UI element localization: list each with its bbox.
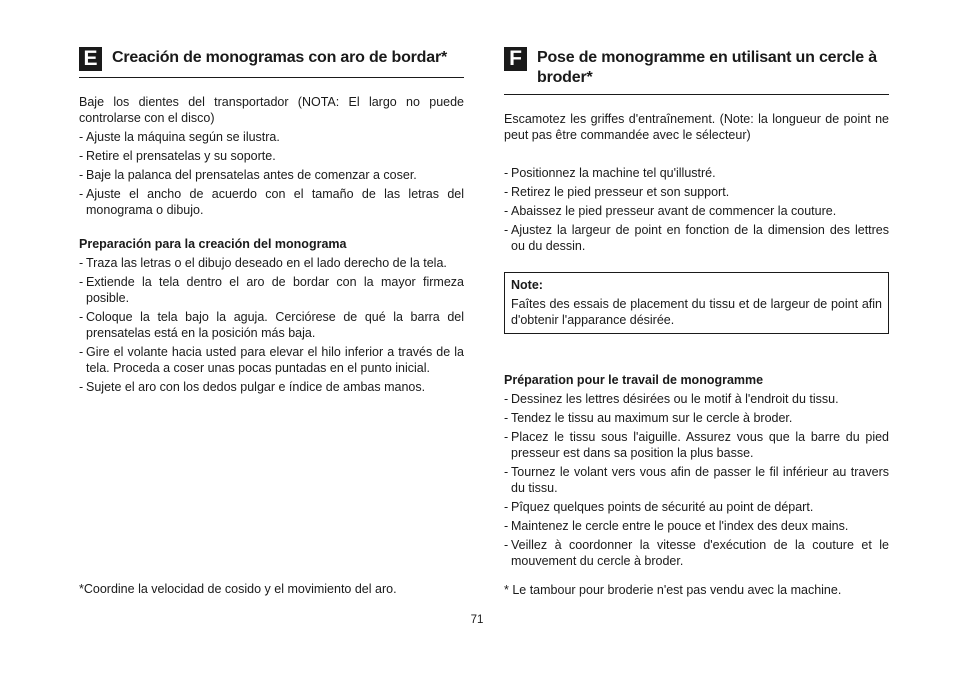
french-column: [504, 44, 889, 569]
list-item: - Pîquez quelques points de sécurité au point de départ.: [504, 499, 889, 515]
list-item: - Tendez le tissu au maximum sur le cercle à broder.: [504, 410, 889, 426]
list-item: - Tournez le volant vers vous afin de passer le fil inférieur au travers du tissu.: [504, 464, 889, 496]
list-item: - Coloque la tela bajo la aguja. Cerciórese de qué la barra del prensatelas está en la posición más baja.: [79, 309, 464, 341]
steps-list-es: [79, 129, 464, 218]
list-item: - Veillez à coordonner la vitesse d'exécution de la couture et le mouvement du cercle à broder.: [504, 537, 889, 569]
list-item: - Maintenez le cercle entre le pouce et l'index des deux mains.: [504, 518, 889, 534]
prep-heading-es: Preparación para la creación del monograma: [79, 237, 347, 251]
list-item: - Positionnez la machine tel qu'illustré.: [504, 165, 889, 181]
section-title-es: Creación de monogramas con aro de bordar*: [112, 49, 447, 66]
list-item: - Sujete el aro con los dedos pulgar e índice de ambas manos.: [79, 379, 464, 395]
steps-list-fr: [504, 165, 889, 254]
list-item: - Abaissez le pied presseur avant de commencer la couture.: [504, 203, 889, 219]
footnote-es: *Coordine la velocidad de cosido y el movimiento del aro.: [79, 582, 397, 596]
list-item: - Ajustez la largeur de point en fonction de la dimension des lettres ou du dessin.: [504, 222, 889, 254]
prep-list-fr: [504, 391, 889, 569]
note-box-fr: [504, 272, 889, 334]
language-badge-f: F: [504, 47, 527, 71]
list-item: - Ajuste el ancho de acuerdo con el tamaño de las letras del monograma o dibujo.: [79, 186, 464, 218]
prep-list-es: [79, 255, 464, 395]
list-item: - Gire el volante hacia usted para elevar el hilo inferior a través de la tela. Proceda a coser unas pocas puntadas en el punto inicial.: [79, 344, 464, 376]
spanish-column: [79, 44, 464, 395]
list-item: - Dessinez les lettres désirées ou le motif à l'endroit du tissu.: [504, 391, 889, 407]
note-title: Note:: [511, 278, 543, 292]
list-item: - Baje la palanca del prensatelas antes de comenzar a coser.: [79, 167, 464, 183]
list-item: - Placez le tissu sous l'aiguille. Assurez vous que la barre du pied presseur est dans sa position la plus basse.: [504, 429, 889, 461]
list-item: - Ajuste la máquina según se ilustra.: [79, 129, 464, 145]
section-title-fr: Pose de monogramme en utilisant un cercle à broder*: [537, 49, 877, 86]
prep-heading-fr: Préparation pour le travail de monogramme: [504, 373, 764, 387]
intro-fr: Escamotez les griffes d'entraînement. (Note: la longueur de point ne peut pas être commandée avec le sélecteur): [504, 112, 889, 142]
language-badge-e: E: [79, 47, 102, 71]
list-item: - Extiende la tela dentro el aro de bordar con la mayor firmeza posible.: [79, 274, 464, 306]
section-header-es: [79, 44, 464, 71]
footnote-fr: * Le tambour pour broderie n'est pas vendu avec la machine.: [504, 583, 842, 597]
title-divider-es: [79, 77, 464, 78]
list-item: - Retirez le pied presseur et son support.: [504, 184, 889, 200]
list-item: - Traza las letras o el dibujo deseado en el lado derecho de la tela.: [79, 255, 464, 271]
section-header-fr: [504, 44, 889, 88]
title-divider-fr: [504, 94, 889, 95]
list-item: - Retire el prensatelas y su soporte.: [79, 148, 464, 164]
note-text: Faîtes des essais de placement du tissu et de largeur de point afin d'obtenir l'apparance désirée.: [511, 297, 882, 327]
page-number: 71: [470, 614, 484, 626]
intro-es: Baje los dientes del transportador (NOTA: El largo no puede controlarse con el disco): [79, 95, 464, 125]
